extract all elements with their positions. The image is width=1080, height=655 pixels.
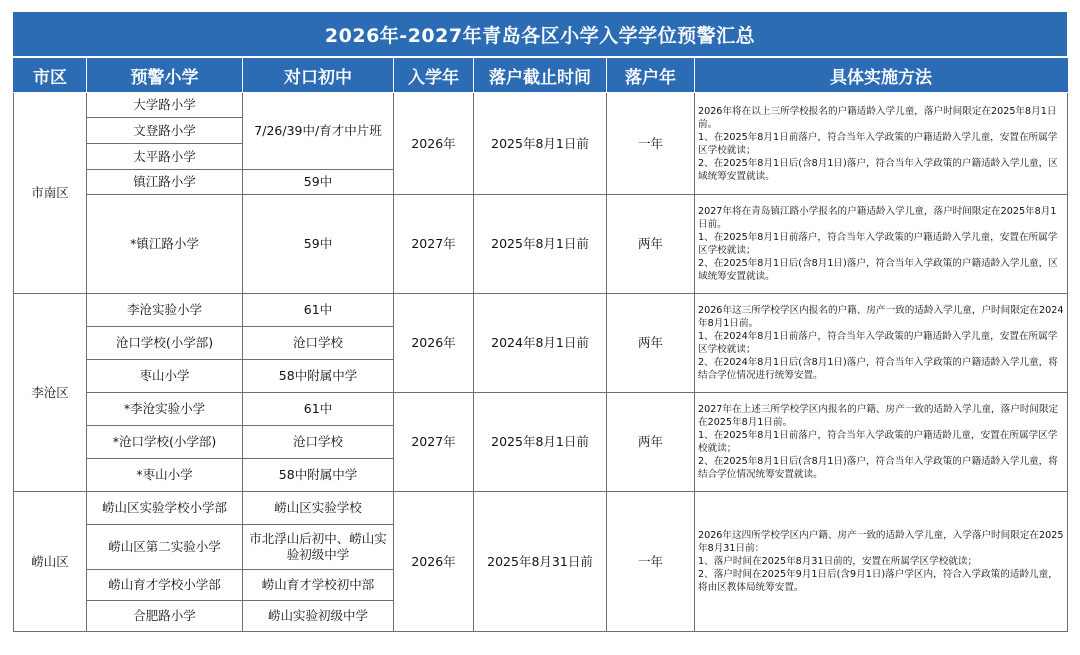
district-cell-laoshan: 崂山区: [14, 492, 87, 632]
school-cell: 文登路小学: [87, 118, 243, 144]
method-cell: 2027年将在青岛镇江路小学报名的户籍适龄入学儿童，落户时间限定在2025年8月1日前。 1、在2025年8月1日前落户，符合当年入学政策的户籍适龄入学儿童，安置在所属学区学校就读； 2、在2025年8月1日后(含8月1日)落户，符合当年入学政策的户籍适龄入学儿童，区域统筹安置就读。: [695, 195, 1068, 294]
header-method: 具体实施方法: [695, 59, 1068, 93]
middle-school-cell: 崂山实验初级中学: [243, 601, 394, 632]
settle-cell: 两年: [607, 294, 695, 393]
settle-cell: 两年: [607, 195, 695, 294]
school-cell: 崂山区第二实验小学: [87, 525, 243, 570]
warning-table: [13, 58, 1068, 632]
table-row: [14, 294, 1068, 327]
deadline-cell: 2025年8月1日前: [474, 93, 607, 195]
school-cell: *镇江路小学: [87, 195, 243, 294]
header-enroll-year: 入学年: [394, 59, 474, 93]
school-cell: 沧口学校(小学部): [87, 327, 243, 360]
school-cell: 枣山小学: [87, 360, 243, 393]
school-cell: 合肥路小学: [87, 601, 243, 632]
method-cell: 2026年这三所学校学区内报名的户籍、房产一致的适龄入学儿童，户时间限定在2024年8月1日前。 1、在2024年8月1日前落户，符合当年入学政策的户籍适龄入学儿童，安置在所属学区学校就读； 2、在2024年8月1日后(含8月1日)落户，符合当年入学政策的户籍适龄入学儿童，将结合学位情况进行统筹安置。: [695, 294, 1068, 393]
header-warning-school: 预警小学: [87, 59, 243, 93]
district-cell-shinan: 市南区: [14, 93, 87, 294]
middle-school-cell: 59中: [243, 195, 394, 294]
table-row: [14, 393, 1068, 426]
school-cell: 大学路小学: [87, 93, 243, 118]
table-row: [14, 492, 1068, 525]
sheet-title: 2026年-2027年青岛各区小学入学学位预警汇总: [13, 12, 1067, 56]
middle-school-cell: 沧口学校: [243, 426, 394, 459]
middle-school-cell: 61中: [243, 294, 394, 327]
school-cell: *李沧实验小学: [87, 393, 243, 426]
header-district: 市区: [14, 59, 87, 93]
table-row: [14, 195, 1068, 294]
school-cell: *枣山小学: [87, 459, 243, 492]
settle-cell: 一年: [607, 93, 695, 195]
middle-school-cell: 58中附属中学: [243, 459, 394, 492]
middle-school-cell: 崂山区实验学校: [243, 492, 394, 525]
deadline-cell: 2025年8月1日前: [474, 195, 607, 294]
summary-sheet: [13, 12, 1067, 632]
school-cell: 崂山育才学校小学部: [87, 570, 243, 601]
year-cell: 2026年: [394, 93, 474, 195]
method-cell: 2027年在上述三所学校学区内报名的户籍、房产一致的适龄入学儿童，落户时间限定在2025年8月1日前。 1、在2025年8月1日前落户，符合当年入学政策的户籍适龄儿童，安置在所属学区学校就读； 2、在2025年8月1日后(含8月1日)落户，符合当年入学政策的户籍适龄入学儿童，将结合学位情况统筹安置就读。: [695, 393, 1068, 492]
header-middle-school: 对口初中: [243, 59, 394, 93]
middle-school-cell: 61中: [243, 393, 394, 426]
year-cell: 2026年: [394, 492, 474, 632]
table-row: [14, 93, 1068, 118]
district-cell-licang: 李沧区: [14, 294, 87, 492]
middle-school-cell: 市北浮山后初中、崂山实验初级中学: [243, 525, 394, 570]
school-cell: *沧口学校(小学部): [87, 426, 243, 459]
school-cell: 崂山区实验学校小学部: [87, 492, 243, 525]
header-settle-years: 落户年: [607, 59, 695, 93]
year-cell: 2026年: [394, 294, 474, 393]
deadline-cell: 2025年8月31日前: [474, 492, 607, 632]
method-cell: 2026年将在以上三所学校报名的户籍适龄入学儿童，落户时间限定在2025年8月1日前。 1、在2025年8月1日前落户，符合当年入学政策的户籍适龄入学儿童，安置在所属学区学校就读； 2、在2025年8月1日后(含8月1日)落户，符合当年入学政策的户籍适龄入学儿童，区域统筹安置就读。: [695, 93, 1068, 195]
settle-cell: 两年: [607, 393, 695, 492]
middle-school-cell: 7/26/39中/育才中片班: [243, 93, 394, 170]
middle-school-cell: 崂山育才学校初中部: [243, 570, 394, 601]
header-row: [14, 59, 1068, 93]
deadline-cell: 2025年8月1日前: [474, 393, 607, 492]
method-cell: 2026年这四所学校学区内户籍、房产一致的适龄入学儿童，入学落户时间限定在2025年8月31日前： 1、落户时间在2025年8月31日前的，安置在所属学区学校就读； 2、落户时间在2025年9月1日后(含9月1日)落户学区内，符合入学政策的适龄儿童，将由区教体局统筹安置。: [695, 492, 1068, 632]
deadline-cell: 2024年8月1日前: [474, 294, 607, 393]
school-cell: 李沧实验小学: [87, 294, 243, 327]
middle-school-cell: 58中附属中学: [243, 360, 394, 393]
middle-school-cell: 59中: [243, 170, 394, 195]
middle-school-cell: 沧口学校: [243, 327, 394, 360]
school-cell: 镇江路小学: [87, 170, 243, 195]
settle-cell: 一年: [607, 492, 695, 632]
year-cell: 2027年: [394, 393, 474, 492]
header-deadline: 落户截止时间: [474, 59, 607, 93]
school-cell: 太平路小学: [87, 144, 243, 170]
year-cell: 2027年: [394, 195, 474, 294]
